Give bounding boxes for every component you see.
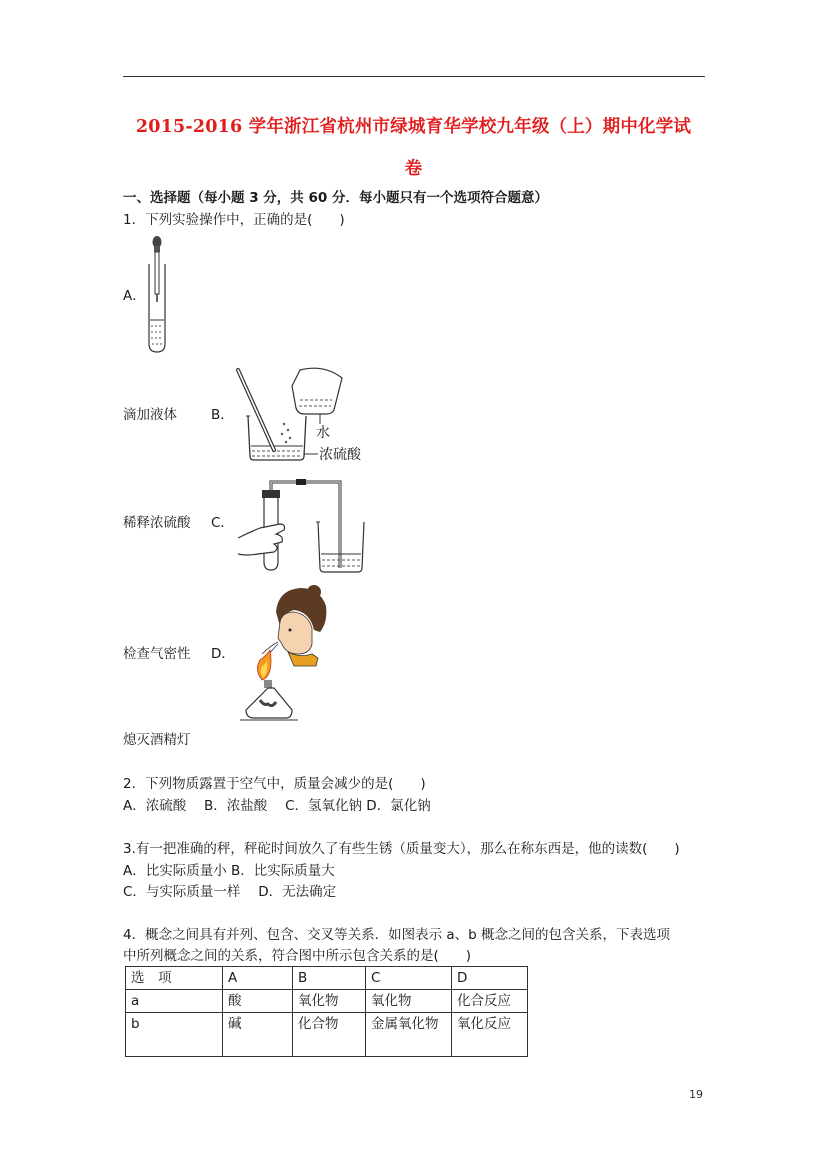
dropper-in-test-tube-figure [140,236,180,356]
section-heading: 一、选择题（每小题 3 分，共 60 分．每小题只有一个选项符合题意） [123,190,548,206]
table-cell: A [223,967,293,990]
page-number: 19 [689,1088,703,1101]
table-cell: D [452,967,528,990]
table-row [126,1013,528,1057]
table-row [126,990,528,1013]
table-cell: 碱 [223,1013,293,1057]
q1-option-b-caption: 稀释浓硫酸 [123,515,191,531]
question-2-stem: 2．下列物质露置于空气中，质量会减少的是( ) [123,776,426,792]
q1-option-c-caption: 检查气密性 [123,646,191,662]
q1-option-a-letter: A． [123,288,146,304]
table-cell: 选 项 [126,967,223,990]
q1-option-d-caption: 熄灭酒精灯 [123,732,191,748]
table-cell: 化合反应 [452,990,528,1013]
question-4-stem-line2: 中所列概念之间的关系，符合图中所示包含关系的是( ) [123,948,472,964]
question-4-stem-line1: 4．概念之间具有并列、包含、交叉等关系．如图表示 a、b 概念之间的包含关系，下表选项 [123,927,671,943]
page-title: 2015-2016 学年浙江省杭州市绿城育华学校九年级（上）期中化学试 [135,117,692,137]
table-cell: 氧化物 [293,990,366,1013]
table-cell: C [366,967,452,990]
table-cell: 金属氧化物 [366,1013,452,1057]
table-cell: 氧化反应 [452,1013,528,1057]
table-cell: b [126,1013,223,1057]
airtightness-check-figure [236,476,370,574]
table-cell: 氧化物 [366,990,452,1013]
label-water: 水 [316,425,330,441]
options-table [125,966,528,1057]
q1-option-d-letter: D． [211,646,235,662]
table-header-row [126,967,528,990]
question-2-options: A．浓硫酸 B．浓盐酸 C．氢氧化钠 D．氯化钠 [123,798,431,814]
table-cell: 化合物 [293,1013,366,1057]
blowing-out-alcohol-lamp-figure [236,582,336,726]
label-concentrated-sulfuric-acid: 浓硫酸 [319,447,361,463]
question-3-stem: 3.有一把准确的秤，秤砣时间放久了有些生锈（质量变大），那么在称东西是，他的读数( ) [123,841,680,857]
question-3-options-line1: A．比实际质量小 B．比实际质量大 [123,863,335,879]
table-cell: B [293,967,366,990]
table-cell: 酸 [223,990,293,1013]
page-title-continued: 卷 [404,159,423,179]
question-3-options-line2: C．与实际质量一样 D．无法确定 [123,884,337,900]
q1-option-a-caption: 滴加液体 [123,407,177,423]
question-1-stem: 1．下列实验操作中，正确的是( ) [123,212,345,228]
q1-option-b-letter: B． [211,407,234,423]
header-rule [123,76,705,77]
q1-option-c-letter: C． [211,515,234,531]
table-cell: a [126,990,223,1013]
